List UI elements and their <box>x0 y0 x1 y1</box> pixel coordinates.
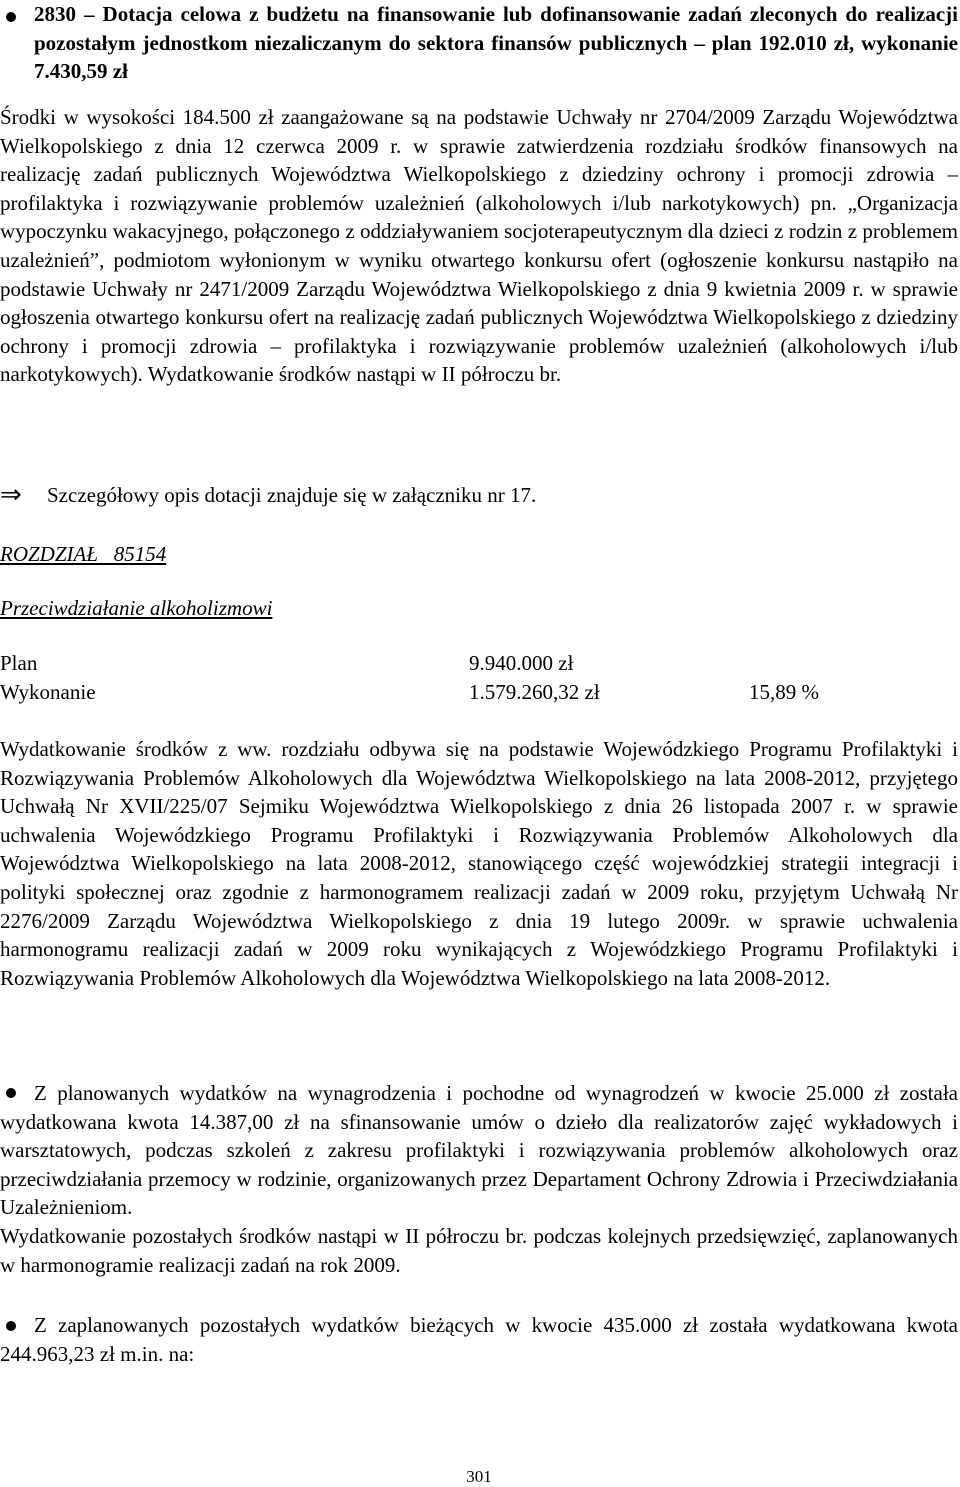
section-heading: ROZDZIAŁ 85154 <box>0 542 167 566</box>
exec-value: 1.579.260,32 zł <box>469 680 600 704</box>
section-subheading: Przeciwdziałanie alkoholizmowi <box>0 596 273 620</box>
plan-label: Plan <box>0 651 38 675</box>
page-number: 301 <box>466 1467 492 1486</box>
exec-label: Wykonanie <box>0 680 96 704</box>
paragraph-srodki: Środki w wysokości 184.500 zł zaangażowane są na podstawie Uchwały nr 2704/2009 Zarządu Województwa Wielkopolskiego z dnia 12 czerwca 2009 r. w sprawie zatwierdzenia rozdziału środków finansowych na realizację zadań publicznych Województwa Wielkopolskiego z dziedziny ochrony i promocji zdrowia – profilaktyka i rozwiązywanie problemów uzależnień (alkoholowych i/lub narkotykowych) pn. „Organizacja wypoczynku wakacyjnego, połączonego z oddziaływaniem socjoterapeutycznym dla dzieci z rodzin z problemem uzależnień”, podmiotom wyłonionym w wyniku otwartego konkursu ofert (ogłoszenie konkursu nastąpiło na podstawie Uchwały nr 2471/2009 Zarządu Województwa Wielkopolskiego z dnia 9 kwietnia 2009 r. w sprawie ogłoszenia otwartego konkursu ofert na realizację zadań publicznych Województwa Wielkopolskiego z dziedziny ochrony i promocji zdrowia – profilaktyka i rozwiązywanie problemów uzależnień (alkoholowych i/lub narkotykowych). Wydatkowanie środków nastąpi w II półroczu br. <box>0 105 958 387</box>
paragraph-biezace: Z zaplanowanych pozostałych wydatków bieżących w kwocie 435.000 zł została wydatkowana kwota 244.963,23 zł m.in. na: <box>0 1313 958 1366</box>
exec-percent: 15,89 % <box>749 680 819 704</box>
plan-value: 9.940.000 zł <box>469 651 574 675</box>
bullet-icon <box>6 12 16 22</box>
arrow-note: Szczegółowy opis dotacji znajduje się w załączniku nr 17. <box>47 483 537 507</box>
paragraph-pozostale: Wydatkowanie pozostałych środków nastąpi w II półroczu br. podczas kolejnych przedsięwzięć, zaplanowanych w harmonogramie realizacji zadań na rok 2009. <box>0 1224 958 1277</box>
paragraph-wynagrodzenia: Z planowanych wydatków na wynagrodzenia i pochodne od wynagrodzeń w kwocie 25.000 zł została wydatkowana kwota 14.387,00 zł na sfinansowanie umów o dzieło dla realizatorów zajęć wykładowych i warsztatowych, podczas szkoleń z zakresu profilaktyki i rozwiązywania problemów alkoholowych oraz przeciwdziałania przemocy w rodzinie, organizowanych przez Departament Ochrony Zdrowia i Przeciwdziałania Uzależnieniom. <box>0 1081 958 1220</box>
paragraph-wydatkowanie: Wydatkowanie środków z ww. rozdziału odbywa się na podstawie Wojewódzkiego Programu Profilaktyki i Rozwiązywania Problemów Alkoholowych dla Województwa Wielkopolskiego na lata 2008-2012, przyjętego Uchwałą Nr XVII/225/07 Sejmiku Województwa Wielkopolskiego z dnia 26 listopada 2007 r. w sprawie uchwalenia Wojewódzkiego Programu Profilaktyki i Rozwiązywania Problemów Alkoholowych dla Województwa Wielkopolskiego na lata 2008-2012, stanowiącego część wojewódzkiej strategii integracji i polityki społecznej oraz zgodnie z harmonogramem realizacji zadań w 2009 roku, przyjętym Uchwałą Nr 2276/2009 Zarządu Województwa Wielkopolskiego z dnia 19 lutego 2009r. w sprawie uchwalenia harmonogramu realizacji zadań w 2009 roku wynikających z Wojewódzkiego Programu Profilaktyki i Rozwiązywania Problemów Alkoholowych dla Województwa Wielkopolskiego na lata 2008-2012. <box>0 737 958 990</box>
double-arrow-icon: ⇒ <box>0 480 22 510</box>
paragraph-dotacja-heading: 2830 – Dotacja celowa z budżetu na finansowanie lub dofinansowanie zadań zleconych do realizacji pozostałym jednostkom niezaliczanym do sektora finansów publicznych – plan 192.010 zł, wykonanie 7.430,59 zł <box>34 2 958 84</box>
